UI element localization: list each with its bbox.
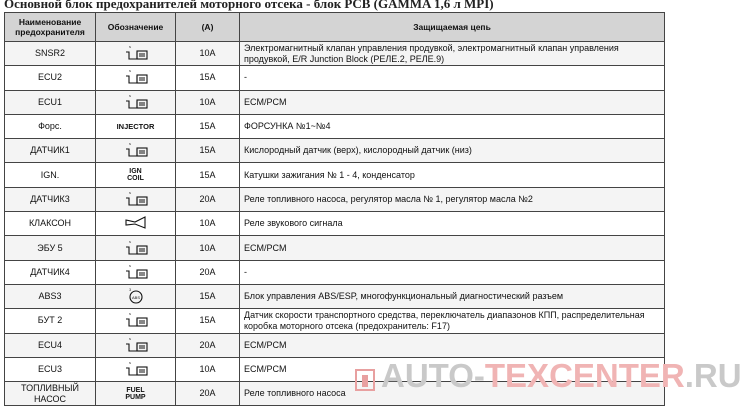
fuse-name: ABS3 (5, 284, 96, 308)
svg-text:s: s (128, 262, 131, 268)
svg-text:s: s (128, 335, 131, 341)
svg-text:s: s (128, 238, 131, 244)
protected-circuit: Электромагнитный клапан управления продувкой, электромагнитный клапан управления продувкой, E/R Junction Block (РЕЛЕ.2, РЕЛЕ.9) (240, 42, 665, 66)
svg-text:s: s (128, 189, 131, 195)
protected-circuit: ФОРСУНКА №1~№4 (240, 114, 665, 138)
fuse-name: SNSR2 (5, 42, 96, 66)
fuse-name: ДАТЧИК1 (5, 139, 96, 163)
fuse-symbol-cell (96, 114, 176, 138)
protected-circuit: Реле топливного насоса (240, 382, 665, 406)
table-row (5, 357, 665, 381)
fuse-name: ТОПЛИВНЫЙ НАСОС (5, 382, 96, 406)
fuse-icon (121, 43, 151, 64)
protected-circuit: ECM/PCM (240, 333, 665, 357)
table-row (5, 260, 665, 284)
horn-icon (121, 213, 151, 234)
fuse-symbol-cell (96, 187, 176, 211)
svg-text:s: s (128, 68, 131, 74)
fuse-amperage: 10A (176, 42, 240, 66)
fuse-amperage: 15A (176, 163, 240, 187)
fuse-icon (121, 335, 151, 356)
fuse-name: ДАТЧИК4 (5, 260, 96, 284)
table-row (5, 163, 665, 187)
protected-circuit: - (240, 66, 665, 90)
protected-circuit: Кислородный датчик (верх), кислородный датчик (низ) (240, 139, 665, 163)
protected-circuit: ECM/PCM (240, 90, 665, 114)
table-row (5, 333, 665, 357)
fuse-amperage: 10A (176, 212, 240, 236)
watermark-part1: AUTO- (381, 357, 485, 394)
svg-text:3: 3 (128, 287, 131, 293)
fuse-amperage: 15A (176, 139, 240, 163)
fuse-icon (121, 310, 151, 331)
ign-coil-label: IGN COIL (127, 168, 144, 183)
fuse-icon (121, 140, 151, 161)
fuse-amperage: 10A (176, 90, 240, 114)
table-header-row (5, 13, 665, 42)
svg-text:s: s (128, 311, 131, 317)
fuse-name: ДАТЧИК3 (5, 187, 96, 211)
fuse-icon (121, 189, 151, 210)
fuse-symbol-cell (96, 357, 176, 381)
table-row (5, 90, 665, 114)
fuse-symbol-cell (96, 90, 176, 114)
svg-text:ABS: ABS (131, 295, 140, 301)
fuel-pump-label: FUEL PUMP (125, 386, 146, 401)
fuse-symbol-cell (96, 212, 176, 236)
abs-icon (121, 286, 151, 307)
header-symbol: Обозначение (96, 13, 176, 42)
fuse-table (4, 12, 665, 406)
fuse-symbol-cell (96, 139, 176, 163)
fuse-symbol-cell (96, 236, 176, 260)
table-row (5, 187, 665, 211)
fuse-amperage: 15A (176, 284, 240, 308)
fuse-symbol-cell (96, 42, 176, 66)
page-title: Основной блок предохранителей моторного отсека - блок PCB (GAMMA 1,6 л MPI) (4, 0, 494, 11)
fuse-icon (121, 238, 151, 259)
watermark-part3: .RU (684, 357, 742, 394)
fuse-symbol-cell (96, 284, 176, 308)
table-row (5, 139, 665, 163)
injector-label: INJECTOR (116, 122, 155, 132)
fuse-name: ECU1 (5, 90, 96, 114)
fuse-symbol-cell (96, 66, 176, 90)
fuse-name: ECU4 (5, 333, 96, 357)
fuse-symbol-cell (96, 382, 176, 406)
fuse-amperage: 20A (176, 260, 240, 284)
fuse-name: ECU3 (5, 357, 96, 381)
fuse-amperage: 10A (176, 236, 240, 260)
fuse-amperage: 15A (176, 114, 240, 138)
table-row (5, 66, 665, 90)
svg-text:s: s (128, 92, 131, 98)
table-row (5, 114, 665, 138)
table-row (5, 212, 665, 236)
table-row (5, 284, 665, 308)
table-row (5, 42, 665, 66)
fuse-symbol-cell (96, 260, 176, 284)
fuse-symbol-cell (96, 309, 176, 333)
svg-text:s: s (128, 44, 131, 50)
fuse-amperage: 20A (176, 333, 240, 357)
protected-circuit: Реле топливного насоса, регулятор масла № 1, регулятор масла №2 (240, 187, 665, 211)
protected-circuit: Реле звукового сигнала (240, 212, 665, 236)
header-name: Наименование предохранителя (5, 13, 96, 42)
fuse-amperage: 15A (176, 66, 240, 90)
table-body (5, 42, 665, 406)
fuse-name: Форс. (5, 114, 96, 138)
fuse-symbol-cell (96, 163, 176, 187)
protected-circuit: ECM/PCM (240, 357, 665, 381)
fuse-icon (121, 67, 151, 88)
svg-text:s: s (128, 360, 131, 365)
fuse-amperage: 20A (176, 382, 240, 406)
fuse-symbol-cell (96, 333, 176, 357)
table-row (5, 236, 665, 260)
protected-circuit: ECM/PCM (240, 236, 665, 260)
table-row (5, 309, 665, 333)
svg-text:s: s (128, 141, 131, 147)
protected-circuit: Катушки зажигания № 1 - 4, конденсатор (240, 163, 665, 187)
fuse-name: КЛАКСОН (5, 212, 96, 236)
fuse-icon (121, 92, 151, 113)
protected-circuit: Блок управления ABS/ESP, многофункциональный диагностический разъем (240, 284, 665, 308)
watermark-part2: TEXCENTER (484, 357, 685, 394)
fuse-icon (121, 359, 151, 380)
fuse-amperage: 20A (176, 187, 240, 211)
fuse-name: ECU2 (5, 66, 96, 90)
fuse-amperage: 10A (176, 357, 240, 381)
fuse-name: БУТ 2 (5, 309, 96, 333)
fuse-name: IGN. (5, 163, 96, 187)
fuse-amperage: 15A (176, 309, 240, 333)
protected-circuit: Датчик скорости транспортного средства, переключатель диапазонов КПП, распределительная коробка моторного отсека (предохранитель: F17) (240, 309, 665, 333)
protected-circuit: - (240, 260, 665, 284)
header-amp: (A) (176, 13, 240, 42)
header-circuit: Защищаемая цепь (240, 13, 665, 42)
fuse-icon (121, 262, 151, 283)
fuse-name: ЭБУ 5 (5, 236, 96, 260)
table-row (5, 382, 665, 406)
